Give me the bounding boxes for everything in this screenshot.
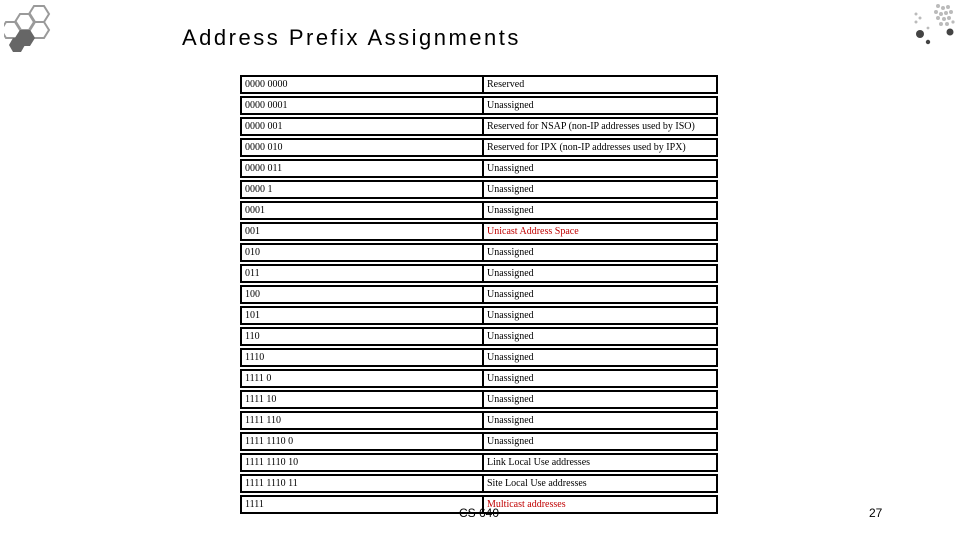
prefix-cell: 010 bbox=[240, 243, 484, 262]
allocation-cell: Unassigned bbox=[484, 348, 718, 367]
allocation-cell: Unicast Address Space bbox=[484, 222, 718, 241]
prefix-cell: 100 bbox=[240, 285, 484, 304]
allocation-cell: Reserved bbox=[484, 75, 718, 94]
table-row bbox=[240, 222, 718, 241]
prefix-cell: 0000 010 bbox=[240, 138, 484, 157]
prefix-cell: 1111 110 bbox=[240, 411, 484, 430]
prefix-cell: 110 bbox=[240, 327, 484, 346]
allocation-cell: Site Local Use addresses bbox=[484, 474, 718, 493]
table-row bbox=[240, 411, 718, 430]
prefix-cell: 1110 bbox=[240, 348, 484, 367]
table-row bbox=[240, 453, 718, 472]
page-number: 27 bbox=[869, 506, 883, 520]
table-row bbox=[240, 369, 718, 388]
table-row bbox=[240, 180, 718, 199]
allocation-cell: Unassigned bbox=[484, 306, 718, 325]
allocation-cell: Multicast addresses bbox=[484, 495, 718, 514]
allocation-cell: Unassigned bbox=[484, 432, 718, 451]
allocation-cell: Unassigned bbox=[484, 243, 718, 262]
prefix-cell: 1111 0 bbox=[240, 369, 484, 388]
allocation-cell: Reserved for IPX (non-IP addresses used by IPX) bbox=[484, 138, 718, 157]
prefix-cell: 0000 0001 bbox=[240, 96, 484, 115]
prefix-cell: 001 bbox=[240, 222, 484, 241]
allocation-cell: Unassigned bbox=[484, 96, 718, 115]
prefix-cell: 1111 1110 11 bbox=[240, 474, 484, 493]
prefix-cell: 0001 bbox=[240, 201, 484, 220]
table-row bbox=[240, 75, 718, 94]
table-row bbox=[240, 432, 718, 451]
prefix-assignment-table bbox=[240, 73, 718, 516]
prefix-cell: 101 bbox=[240, 306, 484, 325]
slide-footer: CS 640 bbox=[459, 506, 500, 520]
table-row bbox=[240, 159, 718, 178]
table-row bbox=[240, 117, 718, 136]
slide-title: Address Prefix Assignments bbox=[182, 25, 521, 50]
prefix-cell: 0000 0000 bbox=[240, 75, 484, 94]
table-row bbox=[240, 96, 718, 115]
table-row bbox=[240, 327, 718, 346]
table-row bbox=[240, 474, 718, 493]
table-row bbox=[240, 264, 718, 283]
table-row bbox=[240, 138, 718, 157]
allocation-cell: Reserved for NSAP (non-IP addresses used by ISO) bbox=[484, 117, 718, 136]
table-row bbox=[240, 306, 718, 325]
prefix-cell: 0000 1 bbox=[240, 180, 484, 199]
table-row bbox=[240, 285, 718, 304]
allocation-cell: Unassigned bbox=[484, 201, 718, 220]
allocation-cell: Unassigned bbox=[484, 264, 718, 283]
allocation-cell: Link Local Use addresses bbox=[484, 453, 718, 472]
hexagon-logo-icon bbox=[4, 4, 56, 54]
prefix-cell: 1111 bbox=[240, 495, 484, 514]
allocation-cell: Unassigned bbox=[484, 180, 718, 199]
allocation-cell: Unassigned bbox=[484, 327, 718, 346]
allocation-cell: Unassigned bbox=[484, 159, 718, 178]
allocation-cell: Unassigned bbox=[484, 285, 718, 304]
prefix-cell: 1111 1110 0 bbox=[240, 432, 484, 451]
allocation-cell: Unassigned bbox=[484, 411, 718, 430]
dotted-molecule-icon bbox=[908, 2, 958, 48]
prefix-cell: 0000 001 bbox=[240, 117, 484, 136]
allocation-cell: Unassigned bbox=[484, 390, 718, 409]
prefix-cell: 0000 011 bbox=[240, 159, 484, 178]
table-row bbox=[240, 390, 718, 409]
table-row bbox=[240, 243, 718, 262]
prefix-cell: 1111 10 bbox=[240, 390, 484, 409]
prefix-cell: 011 bbox=[240, 264, 484, 283]
table-row bbox=[240, 348, 718, 367]
allocation-cell: Unassigned bbox=[484, 369, 718, 388]
prefix-cell: 1111 1110 10 bbox=[240, 453, 484, 472]
table-row bbox=[240, 201, 718, 220]
